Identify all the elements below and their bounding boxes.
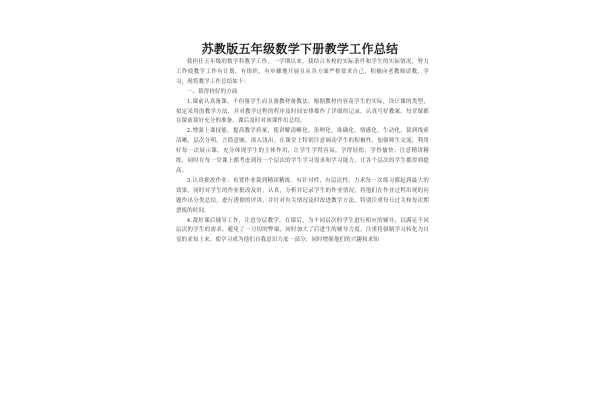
intro-paragraph: 我担任五年级的数学科教学工作，一学期以来，我结合本校的实际条件和学生的实际情况，努力工作使教学工作有计划，有组织，有步骤地开展且从各方面严格要求自己，积极向老教师请教，学习，现将教学工作总结如下：: [176, 59, 429, 85]
list-item: 4.裁好课后辅导工作，注意分层教学。在课后，为不同层次的学生进行相应的辅导，以满足不同层次的学生的需求，避免了一刀切的弊端，同时加大了后进生的辅导力度，注重将强制学习转化为自觉的求知上来，使学习成为他们自我意识力度一部分，同时增强他们的兴趣和求知: [176, 217, 429, 244]
list-item: 3.认真批改作业：布置作业裁到精读精练。有针对性，有层次性。力求每一次练习都起到最大的效果。同时对学生的作业批改及时，认真，分析并记录学生的作业情况，将他们在作业过程出现的问题作出分类总结，进行透彻的评讲，并针对有关情况及时改进教学方法，特别注重每日过关和每次期票板的时间。: [176, 177, 429, 214]
document-body: [176, 58, 429, 246]
section-heading: 一、裁得较好的方面: [186, 88, 238, 95]
list-item: 2.增强上课技能，提高教学质量，使讲解清晰化，条理化，准确化，情感化，生动化，裁到线索清晰，层次分明，言简意赅，深入浅出。在课堂上特别注意调动学生的积极性，加强师生交流，利用好每一次展示课，充分体现学生的主体作用，让学生学得容易，学得轻松，学得愉快；注意精讲精练，同时在每一堂课上都考虑到每一个层次的学生学习需求和学习能力，让各个层次的学生都得到提高。: [176, 128, 429, 174]
document-title: 苏教版五年级数学下册教学工作总结: [201, 42, 399, 56]
list-item: 1.课前认真备课。不但备学生而且备教材备教法，根据教材内容及学生的实际，设计课的类型，拟定采用的教学方法，并对教学过程的程序及时间安排都作了详细的记录，认真写好教案。每堂课都在课前裁好充分的准备，课后及时对该课作出总结。: [176, 98, 429, 125]
